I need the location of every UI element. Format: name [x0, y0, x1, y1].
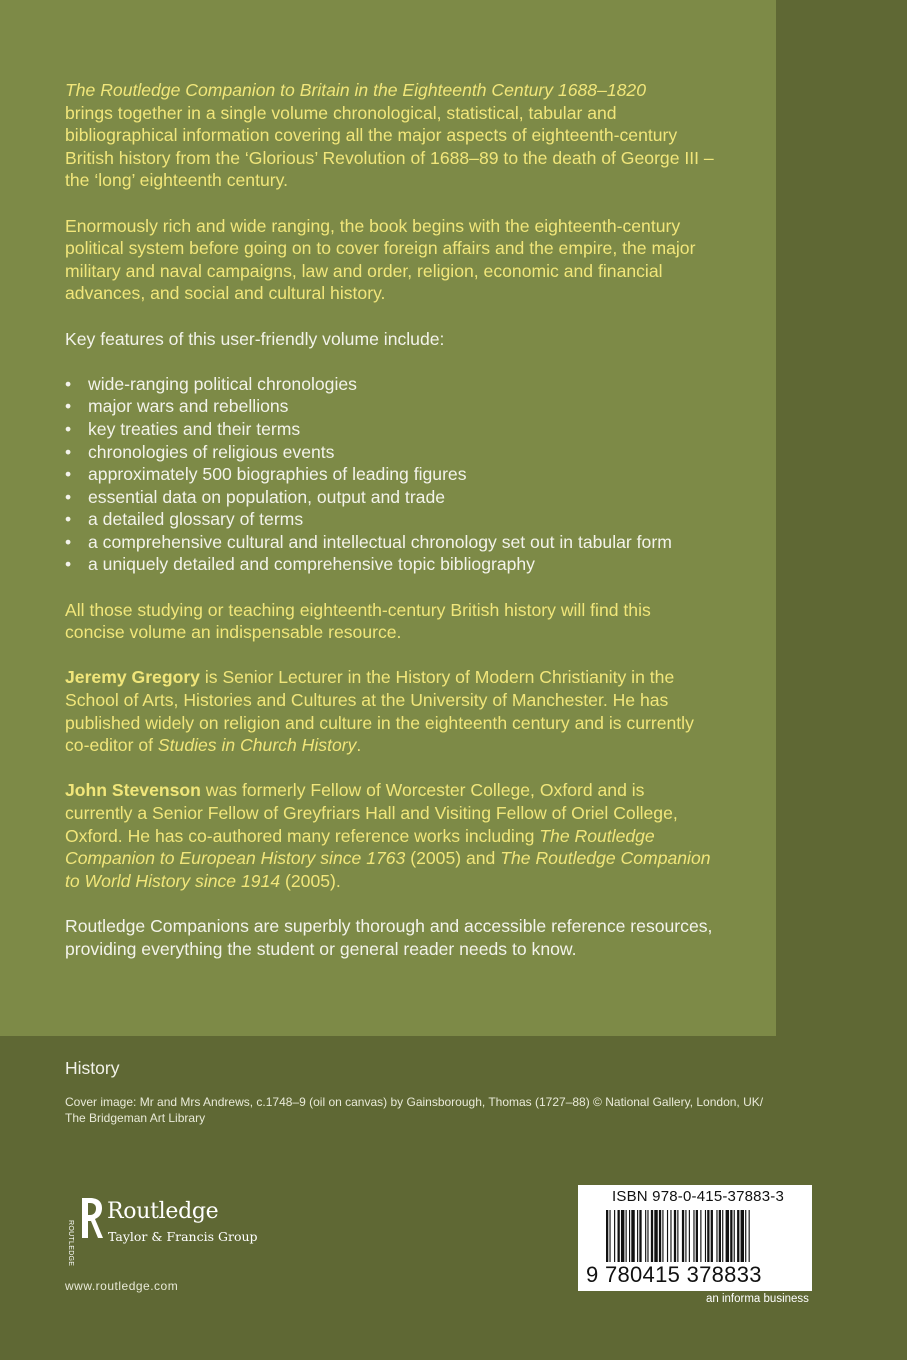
barcode-bars — [578, 1210, 812, 1264]
publisher-group: Taylor & Francis Group — [108, 1229, 258, 1244]
book-title: The Routledge Companion to Britain in the Eighteenth Century 1688–1820 — [65, 80, 646, 100]
barcode-bar — [667, 1210, 668, 1262]
barcode-bar — [749, 1210, 750, 1262]
publisher-url: www.routledge.com — [65, 1279, 179, 1293]
features-list — [65, 373, 715, 576]
barcode-bar — [621, 1210, 624, 1262]
publisher-name: Routledge — [107, 1199, 219, 1224]
author-name: John Stevenson — [65, 780, 201, 801]
author-bio-stevenson: John Stevenson was formerly Fellow of Worcester College, Oxford and is currently a Senior Fellow of Greyfriars Hall and Visiting Fellow of Oriel College, Oxford. He has co-authored many reference works including The Routledge Companion to European History since 1763 (2005) and The Routledge Companion to World History since 1914 (2005). — [65, 780, 711, 891]
barcode-bar — [674, 1210, 676, 1262]
list-item: • essential data on population, output and trade — [65, 486, 715, 509]
isbn-barcode — [578, 1185, 812, 1291]
barcode-bar — [626, 1210, 627, 1262]
barcode-bar — [647, 1210, 648, 1262]
barcode-bar — [606, 1210, 608, 1262]
barcode-bar — [629, 1210, 630, 1262]
corner-mark — [883, 1306, 907, 1360]
barcode-bar — [645, 1210, 646, 1262]
author-bio-gregory: Jeremy Gregory is Senior Lecturer in the History of Modern Christianity in the School of Arts, Histories and Cultures at the University of Manchester. He has published widely on religion and culture in the eighteenth century and is currently co-editor of Studies in Church History. — [65, 667, 694, 756]
barcode-bar — [682, 1210, 684, 1262]
list-item: • a detailed glossary of terms — [65, 508, 715, 531]
barcode-bar — [745, 1210, 746, 1262]
intro-paragraph: The Routledge Companion to Britain in the Eighteenth Century 1688–1820 brings together in a single volume chronological, statistical, tabular and bibliographical information covering all the major aspects of eighteenth-century British history from the ‘Glorious’ Revolution of 1688–89 to the death of George III – the ‘long’ eighteenth century. — [65, 80, 714, 191]
barcode-bar — [719, 1210, 721, 1262]
barcode-bar — [670, 1210, 671, 1262]
barcode-digits: 9 780415 378833 — [586, 1262, 762, 1287]
author-name: Jeremy Gregory — [65, 667, 200, 688]
list-item: • approximately 500 biographies of leading figures — [65, 463, 715, 486]
series-blurb: Routledge Companions are superbly thorough and accessible reference resources, providing everything the student or general reader needs to know. — [65, 915, 713, 959]
barcode-bar — [631, 1210, 634, 1262]
barcode-bar — [734, 1210, 735, 1262]
barcode-bar — [737, 1210, 739, 1262]
cover-image-credit: Cover image: Mr and Mrs Andrews, c.1748–9 (oil on canvas) by Gainsborough, Thomas (1727–88) © National Gallery, London, UK/ The Bridgeman Art Library — [65, 1095, 764, 1125]
barcode-bar — [654, 1210, 657, 1262]
audience-paragraph: All those studying or teaching eighteenth-century British history will find this concise volume an indispensable resource. — [65, 599, 651, 643]
logo-vertical-text: ROUTLEDGE — [67, 1220, 74, 1267]
barcode-bar — [614, 1210, 615, 1262]
routledge-r-icon — [79, 1196, 103, 1240]
barcode-bar — [730, 1210, 732, 1262]
list-item: • major wars and rebellions — [65, 395, 715, 418]
barcode-bar — [716, 1210, 717, 1262]
barcode-bar — [651, 1210, 653, 1262]
logo-vertical-mark — [62, 1196, 78, 1267]
barcode-bar — [609, 1210, 610, 1262]
scope-paragraph: Enormously rich and wide ranging, the book begins with the eighteenth-century political system before going on to cover foreign affairs and the empire, the major military and naval campaigns, law and order, religion, economic and financial advances, and social and cultural history. — [65, 215, 696, 304]
barcode-bar — [662, 1210, 663, 1262]
barcode-bar — [700, 1210, 701, 1262]
barcode-bar — [705, 1210, 706, 1262]
list-item: • a comprehensive cultural and intellectual chronology set out in tabular form — [65, 531, 715, 554]
barcode-bar — [696, 1210, 698, 1262]
barcode-bar — [639, 1210, 641, 1262]
informa-tagline: an informa business — [706, 1293, 809, 1305]
list-item: • chronologies of religious events — [65, 441, 715, 464]
barcode-bar — [707, 1210, 709, 1262]
barcode-bar — [637, 1210, 638, 1262]
back-cover-text — [65, 79, 715, 983]
list-item: • wide-ranging political chronologies — [65, 373, 715, 396]
list-item: • a uniquely detailed and comprehensive topic bibliography — [65, 553, 715, 576]
barcode-bar — [685, 1210, 686, 1262]
barcode-bar — [711, 1210, 713, 1262]
barcode-bar — [722, 1210, 723, 1262]
barcode-bar — [677, 1210, 678, 1262]
barcode-bar — [659, 1210, 661, 1262]
barcode-bar — [693, 1210, 694, 1262]
features-intro: Key features of this user-friendly volume include: — [65, 328, 445, 349]
routledge-logo — [62, 1196, 262, 1267]
isbn-number: ISBN 978-0-415-37883-3 — [612, 1188, 785, 1205]
barcode-bar — [741, 1210, 744, 1262]
category-label: History — [65, 1058, 120, 1078]
barcode-bar — [618, 1210, 620, 1262]
barcode-bar — [689, 1210, 690, 1262]
list-item: • key treaties and their terms — [65, 418, 715, 441]
barcode-bar — [726, 1210, 729, 1262]
